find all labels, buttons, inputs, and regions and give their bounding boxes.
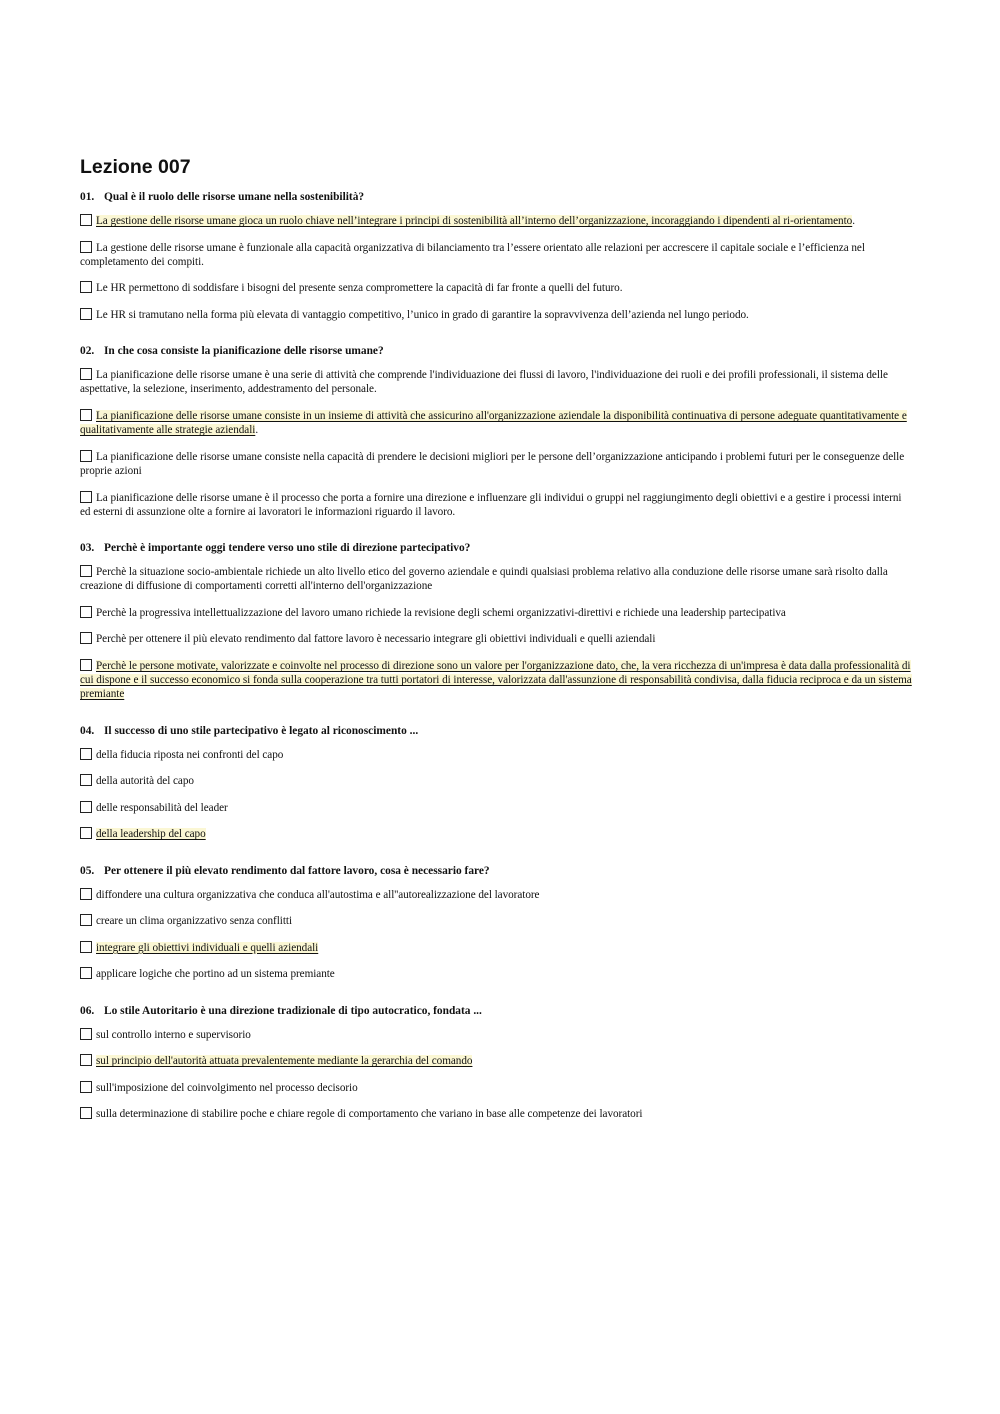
checkbox[interactable] xyxy=(80,632,92,644)
question-block xyxy=(80,1004,912,1122)
checkbox[interactable] xyxy=(80,491,92,503)
checkbox[interactable] xyxy=(80,1028,92,1040)
question-block xyxy=(80,344,912,519)
question-number: 05. xyxy=(80,864,95,877)
checkbox[interactable] xyxy=(80,748,92,760)
checkbox[interactable] xyxy=(80,888,92,900)
answer-option-correct xyxy=(80,827,912,841)
checkbox[interactable] xyxy=(80,565,92,577)
answer-text: delle responsabilità del leader xyxy=(96,801,228,814)
answer-option xyxy=(80,1081,912,1095)
answer-option-correct xyxy=(80,1054,912,1068)
answer-option xyxy=(80,888,912,902)
question-text: Il successo di uno stile partecipativo è legato al riconoscimento ... xyxy=(104,724,419,737)
checkbox[interactable] xyxy=(80,368,92,380)
checkbox[interactable] xyxy=(80,1054,92,1066)
answer-option-correct xyxy=(80,214,912,228)
question-text: Qual è il ruolo delle risorse umane nella sostenibilità? xyxy=(104,191,365,203)
checkbox[interactable] xyxy=(80,827,92,839)
answer-text: sul controllo interno e supervisorio xyxy=(96,1028,251,1041)
lesson-title: Lezione 007 xyxy=(80,156,191,178)
answer-option xyxy=(80,1107,912,1121)
question-text: Perchè è importante oggi tendere verso uno stile di direzione partecipativo? xyxy=(104,541,471,554)
answer-text: La gestione delle risorse umane è funzionale alla capacità organizzativa di bilanciamento tra l’essere orientato alle relazioni per accrescere il capitale sociale e l’efficienza nel completamento dei compiti. xyxy=(80,241,865,268)
answer-text: Le HR permettono di soddisfare i bisogni del presente senza compromettere la capacità di far fronte a quelli del futuro. xyxy=(96,282,623,295)
answer-text: della leadership del capo xyxy=(96,828,206,841)
checkbox[interactable] xyxy=(80,281,92,293)
answer-option xyxy=(80,801,912,815)
answer-text: sull'imposizione del coinvolgimento nel processo decisorio xyxy=(96,1081,358,1094)
answer-suffix: . xyxy=(255,424,259,437)
answer-text: Perchè per ottenere il più elevato rendimento dal fattore lavoro è necessario integrare gli obiettivi individuali e quelli aziendali xyxy=(96,633,656,646)
answer-option xyxy=(80,281,912,295)
answer-text: La pianificazione delle risorse umane è una serie di attività che comprende l'individuazione dei flussi di lavoro, l'individuazione dei ruoli e dei profili professionali, il sistema delle aspettative, la selezione, inserimento, addestramento del personale. xyxy=(80,369,888,396)
answer-option xyxy=(80,914,912,928)
question-text: Lo stile Autoritario è una direzione tradizionale di tipo autocratico, fondata ... xyxy=(104,1004,482,1017)
question-number: 06. xyxy=(80,1004,95,1017)
question-title xyxy=(80,344,912,358)
question-block xyxy=(80,724,912,842)
question-list xyxy=(80,190,912,1122)
answer-option-correct xyxy=(80,409,912,437)
checkbox[interactable] xyxy=(80,801,92,813)
answer-text: sul principio dell'autorità attuata prevalentemente mediante la gerarchia del comando xyxy=(96,1055,473,1068)
checkbox[interactable] xyxy=(80,914,92,926)
question-title xyxy=(80,724,912,738)
checkbox[interactable] xyxy=(80,450,92,462)
document-page xyxy=(80,154,912,1144)
answer-option xyxy=(80,632,912,646)
answer-text: della fiducia riposta nei confronti del capo xyxy=(96,748,284,761)
answer-text: Perchè le persone motivate, valorizzate e coinvolte nel processo di direzione sono un valore per l'organizzazione dato, che, la vera ricchezza di un'impresa è data dalla professionalità di cui dispone e il successo economico si fonda sulla cooperazione tra tutti portatori di interesse, valorizzata dall'assunzione di responsabilità condivisa, dalla fiducia reciproca e da un sistema premiante xyxy=(80,659,912,701)
question-number: 01. xyxy=(80,191,95,203)
checkbox[interactable] xyxy=(80,941,92,953)
question-title xyxy=(80,864,912,878)
answer-text: integrare gli obiettivi individuali e quelli aziendali xyxy=(96,941,319,954)
answer-option xyxy=(80,308,912,322)
question-block xyxy=(80,541,912,702)
question-text: In che cosa consiste la pianificazione delle risorse umane? xyxy=(104,345,384,358)
answer-text: Perchè la situazione socio-ambientale richiede un alto livello etico del governo aziendale e quindi qualsiasi problema relativo alla conduzione delle risorse umane sarà risolto dalla creazione di diffusione di comportamenti corretti all'interno dell'organizzazione xyxy=(80,565,888,593)
question-number: 04. xyxy=(80,724,95,737)
answer-text: sulla determinazione di stabilire poche e chiare regole di comportamento che variano in base alle competenze dei lavoratori xyxy=(96,1108,643,1121)
answer-text: Perchè la progressiva intellettualizzazione del lavoro umano richiede la revisione degli schemi organizzativi-direttivi e richiede una leadership partecipativa xyxy=(96,606,786,619)
answer-option xyxy=(80,565,912,593)
checkbox[interactable] xyxy=(80,214,92,226)
answer-text: applicare logiche che portino ad un sistema premiante xyxy=(96,968,335,981)
answer-suffix: . xyxy=(852,215,855,227)
checkbox[interactable] xyxy=(80,1107,92,1119)
question-text: Per ottenere il più elevato rendimento dal fattore lavoro, cosa è necessario fare? xyxy=(104,864,490,877)
answer-option xyxy=(80,1028,912,1042)
question-title xyxy=(80,190,912,204)
answer-text: Le HR si tramutano nella forma più elevata di vantaggio competitivo, l’unico in grado di garantire la sopravvivenza dell’azienda nel lungo periodo. xyxy=(96,308,749,321)
question-block xyxy=(80,864,912,982)
answer-option xyxy=(80,368,912,396)
answer-option xyxy=(80,748,912,762)
question-block xyxy=(80,190,912,322)
question-title xyxy=(80,541,912,555)
checkbox[interactable] xyxy=(80,409,92,421)
answer-option-correct xyxy=(80,659,912,702)
checkbox[interactable] xyxy=(80,308,92,320)
checkbox[interactable] xyxy=(80,967,92,979)
answer-option xyxy=(80,774,912,788)
answer-option xyxy=(80,606,912,620)
checkbox[interactable] xyxy=(80,241,92,253)
answer-option xyxy=(80,450,912,478)
answer-option xyxy=(80,241,912,269)
answer-text: La pianificazione delle risorse umane consiste in un insieme di attività che assicurino all'organizzazione aziendale la disponibilità continuativa di persone adeguate quantitativamente e qualitativamente alle strategie aziendali xyxy=(80,409,907,437)
checkbox[interactable] xyxy=(80,606,92,618)
answer-option xyxy=(80,967,912,981)
answer-text: della autorità del capo xyxy=(96,775,194,788)
answer-option xyxy=(80,491,912,519)
answer-text: creare un clima organizzativo senza conflitti xyxy=(96,915,293,928)
answer-text: diffondere una cultura organizzativa che conduca all'autostima e all''autorealizzazione del lavoratore xyxy=(96,888,540,901)
answer-text: La pianificazione delle risorse umane consiste nella capacità di prendere le decisioni migliori per le persone dell’organizzazione anticipando i problemi futuri per le conseguenze delle proprie azioni xyxy=(80,450,905,477)
checkbox[interactable] xyxy=(80,1081,92,1093)
question-number: 03. xyxy=(80,541,95,554)
question-number: 02. xyxy=(80,345,95,358)
answer-text: La gestione delle risorse umane gioca un ruolo chiave nell’integrare i principi di sostenibilità all’interno dell’organizzazione, incoraggiando i dipendenti al ri-orientamento xyxy=(96,215,853,227)
checkbox[interactable] xyxy=(80,774,92,786)
answer-option-correct xyxy=(80,941,912,955)
checkbox[interactable] xyxy=(80,659,92,671)
answer-text: La pianificazione delle risorse umane è il processo che porta a fornire una direzione e influenzare gli individui o gruppi nel raggiungimento degli obiettivi e a gestire i processi interni ed esterni di assunzione olte a fornire ai lavoratori le informazioni riguardo il lavoro. xyxy=(80,491,902,518)
question-title xyxy=(80,1004,912,1018)
